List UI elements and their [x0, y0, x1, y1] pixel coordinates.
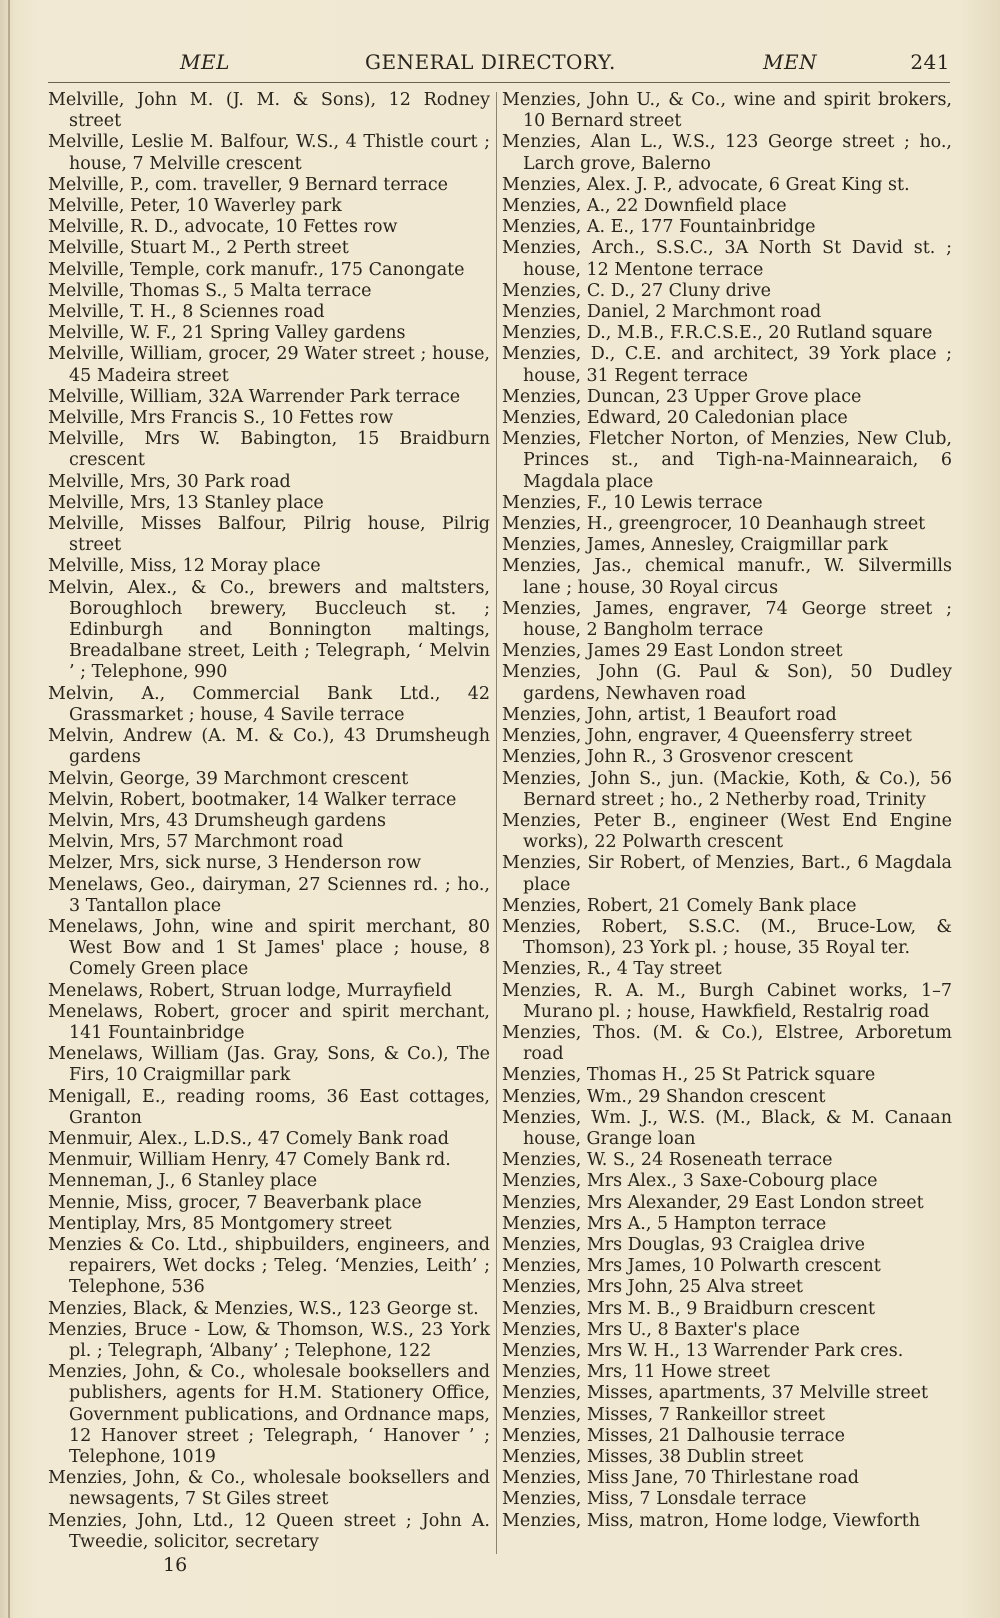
- directory-entry: Menzies, Duncan, 23 Upper Grove place: [502, 386, 862, 407]
- directory-entry: Melzer, Mrs, sick nurse, 3 Henderson row: [48, 853, 422, 874]
- directory-entry: Menigall, E., reading rooms, 36 East cottages, Granton: [48, 1086, 490, 1128]
- directory-entry: Menzies, John, & Co., wholesale booksellers and publishers, agents for H.M. Stationery Office, Government publications, and Ordnance maps, 12 Hanover street ; Telegraph, ‘ Hanover ’ ; Telephone, 1019: [48, 1362, 490, 1467]
- directory-entry: Menzies, R. A. M., Burgh Cabinet works, 1–7 Murano pl. ; house, Hawkfield, Restalrig road: [502, 980, 952, 1022]
- directory-entry: Melvin, Robert, bootmaker, 14 Walker terrace: [48, 789, 457, 810]
- directory-entry: Menzies, John S., jun. (Mackie, Koth, & Co.), 56 Bernard street ; ho., 2 Netherby road, Trinity: [502, 768, 952, 810]
- directory-entry: Menzies, John, & Co., wholesale booksellers and newsagents, 7 St Giles street: [48, 1468, 490, 1510]
- directory-entry: Menzies, Edward, 20 Caledonian place: [502, 408, 848, 429]
- directory-entry: Menzies, D., C.E. and architect, 39 York place ; house, 31 Regent terrace: [502, 344, 952, 386]
- left-column: [48, 90, 490, 1553]
- directory-entry: Menzies, D., M.B., F.R.C.S.E., 20 Rutland square: [502, 323, 933, 344]
- directory-entry: Menelaws, Robert, Struan lodge, Murrayfield: [48, 980, 452, 1001]
- directory-entry: Menzies, Misses, 38 Dublin street: [502, 1447, 804, 1467]
- directory-entry: Menzies, A., 22 Downfield place: [502, 196, 787, 217]
- directory-entry: Menzies, Misses, 7 Rankeillor street: [502, 1404, 826, 1425]
- directory-entry: Melville, William, 32A Warrender Park terrace: [48, 386, 461, 407]
- directory-entry: Menzies, John (G. Paul & Son), 50 Dudley gardens, Newhaven road: [502, 662, 952, 704]
- column-divider: [496, 92, 497, 1554]
- directory-entry: Menzies, C. D., 27 Cluny drive: [502, 280, 772, 301]
- directory-entry: Menzies, Wm. J., W.S. (M., Black, & M. Canaan house, Grange loan: [502, 1107, 952, 1149]
- directory-entry: Menzies, John R., 3 Grosvenor crescent: [502, 747, 853, 768]
- directory-entry: Melvin, A., Commercial Bank Ltd., 42 Grassmarket ; house, 4 Savile terrace: [48, 683, 490, 725]
- page-spine: [8, 0, 10, 1618]
- directory-entry: Menzies, Mrs James, 10 Polwarth crescent: [502, 1256, 881, 1277]
- directory-entry: Menzies, Mrs Alex., 3 Saxe-Cobourg place: [502, 1171, 878, 1192]
- directory-entry: Melvin, Mrs, 57 Marchmont road: [48, 832, 344, 853]
- directory-entry: Menzies, Daniel, 2 Marchmont road: [502, 302, 822, 323]
- directory-entry: Menzies, Mrs, 11 Howe street: [502, 1362, 770, 1383]
- directory-entry: Menzies, Mrs Douglas, 93 Craiglea drive: [502, 1234, 866, 1255]
- directory-entry: Melville, William, grocer, 29 Water street ; house, 45 Madeira street: [48, 344, 490, 386]
- header-title: GENERAL DIRECTORY.: [365, 50, 616, 74]
- directory-entry: Menelaws, Robert, grocer and spirit merchant, 141 Fountainbridge: [48, 1001, 490, 1043]
- directory-entry: Melvin, Mrs, 43 Drumsheugh gardens: [48, 810, 386, 831]
- directory-entry: Melville, W. F., 21 Spring Valley gardens: [48, 323, 406, 344]
- directory-entry: Menzies, Miss Jane, 70 Thirlestane road: [502, 1468, 859, 1489]
- directory-entry: Menzies & Co. Ltd., shipbuilders, engineers, and repairers, Wet docks ; Teleg. ‘Menzies, Leith’ ; Telephone, 536: [48, 1234, 490, 1298]
- page-number: 241: [910, 50, 950, 74]
- directory-entry: Menzies, Wm., 29 Shandon crescent: [502, 1086, 826, 1107]
- directory-entry: Menzies, Mrs M. B., 9 Braidburn crescent: [502, 1298, 876, 1319]
- directory-entry: Menzies, Miss, 7 Lonsdale terrace: [502, 1489, 807, 1510]
- directory-entry: Menzies, Robert, 21 Comely Bank place: [502, 895, 857, 916]
- directory-entry: Menzies, Mrs A., 5 Hampton terrace: [502, 1213, 827, 1234]
- directory-entry: Menzies, Mrs W. H., 13 Warrender Park cres.: [502, 1340, 904, 1361]
- directory-entry: Menzies, John U., & Co., wine and spirit brokers, 10 Bernard street: [502, 90, 952, 132]
- directory-entry: Menzies, W. S., 24 Roseneath terrace: [502, 1150, 833, 1171]
- directory-entry: Menzies, Fletcher Norton, of Menzies, New Club, Princes st., and Tigh-na-Mainnearaich, 6 Magdala place: [502, 429, 952, 492]
- directory-entry: Melville, Mrs W. Babington, 15 Braidburn crescent: [48, 429, 490, 471]
- directory-entry: Melville, R. D., advocate, 10 Fettes row: [48, 217, 398, 238]
- directory-entry: Mennie, Miss, grocer, 7 Beaverbank place: [48, 1192, 422, 1213]
- directory-entry: Menzies, James, Annesley, Craigmillar park: [502, 535, 888, 556]
- directory-entry: Menzies, R., 4 Tay street: [502, 959, 722, 980]
- directory-entry: Menzies, Mrs U., 8 Baxter's place: [502, 1319, 800, 1340]
- directory-entry: Menelaws, Geo., dairyman, 27 Sciennes rd. ; ho., 3 Tantallon place: [48, 874, 490, 916]
- directory-entry: Menzies, Thos. (M. & Co.), Elstree, Arboretum road: [502, 1022, 952, 1065]
- directory-entry: Menelaws, John, wine and spirit merchant, 80 West Bow and 1 St James' place ; house, 8 Comely Green place: [48, 916, 490, 980]
- directory-entry: Melville, John M. (J. M. & Sons), 12 Rodney street: [48, 90, 490, 132]
- directory-entry: Menzies, Alex. J. P., advocate, 6 Great King st.: [502, 174, 910, 195]
- directory-entry: Melville, Stuart M., 2 Perth street: [48, 238, 349, 259]
- directory-entry: Menzies, Peter B., engineer (West End Engine works), 22 Polwarth crescent: [502, 810, 952, 853]
- directory-entry: Menzies, Mrs Alexander, 29 East London street: [502, 1192, 924, 1213]
- directory-entry: Menzies, John, engraver, 4 Queensferry street: [502, 726, 912, 747]
- directory-entry: Menzies, Jas., chemical manufr., W. Silvermills lane ; house, 30 Royal circus: [502, 556, 952, 598]
- directory-entry: Menneman, J., 6 Stanley place: [48, 1171, 318, 1192]
- page-header: [45, 50, 955, 80]
- directory-entry: Menzies, F., 10 Lewis terrace: [502, 492, 763, 513]
- directory-entry: Menzies, Misses, apartments, 37 Melville street: [502, 1383, 929, 1404]
- directory-entry: Menzies, James, engraver, 74 George street ; house, 2 Bangholm terrace: [502, 598, 952, 641]
- directory-entry: Menzies, John, Ltd., 12 Queen street ; John A. Tweedie, solicitor, secretary: [48, 1510, 490, 1552]
- signature-mark: 16: [163, 1554, 188, 1576]
- directory-entry: Menzies, John, artist, 1 Beaufort road: [502, 704, 837, 725]
- directory-entry: Melville, Miss, 12 Moray place: [48, 556, 321, 577]
- directory-entry: Menzies, Robert, S.S.C. (M., Bruce-Low, & Thomson), 23 York pl. ; house, 35 Royal ter.: [502, 916, 952, 959]
- header-rule: [48, 82, 950, 83]
- directory-entry: Menzies, Mrs John, 25 Alva street: [502, 1277, 803, 1298]
- directory-entry: Melville, P., com. traveller, 9 Bernard terrace: [48, 174, 449, 195]
- directory-entry: Menzies, Miss, matron, Home lodge, Viewforth: [502, 1510, 921, 1531]
- directory-entry: Melville, Mrs, 30 Park road: [48, 471, 291, 492]
- header-right-word: MEN: [763, 50, 818, 74]
- directory-entry: Melvin, George, 39 Marchmont crescent: [48, 768, 409, 789]
- directory-entry: Menelaws, William (Jas. Gray, Sons, & Co.), The Firs, 10 Craigmillar park: [48, 1044, 490, 1086]
- directory-entry: Menzies, Alan L., W.S., 123 George street ; ho., Larch grove, Balerno: [502, 132, 952, 174]
- right-column: [502, 90, 952, 1532]
- directory-entry: Melville, Mrs, 13 Stanley place: [48, 492, 324, 513]
- directory-entry: Menzies, Arch., S.S.C., 3A North St David st. ; house, 12 Mentone terrace: [502, 238, 952, 280]
- directory-entry: Melvin, Alex., & Co., brewers and maltsters, Boroughloch brewery, Buccleuch st. ; Edinburgh and Bonnington maltings, Breadalbane street, Leith ; Telegraph, ‘ Melvin ’ ; Telephone, 990: [48, 577, 490, 683]
- directory-entry: Melville, Leslie M. Balfour, W.S., 4 Thistle court ; house, 7 Melville crescent: [48, 132, 490, 174]
- directory-entry: Melville, Thomas S., 5 Malta terrace: [48, 280, 372, 301]
- directory-entry: Mentiplay, Mrs, 85 Montgomery street: [48, 1213, 392, 1234]
- header-left-word: MEL: [180, 50, 230, 74]
- directory-entry: Melvin, Andrew (A. M. & Co.), 43 Drumsheugh gardens: [48, 726, 490, 768]
- directory-entry: Menzies, Sir Robert, of Menzies, Bart., 6 Magdala place: [502, 853, 952, 895]
- directory-entry: Melville, Peter, 10 Waverley park: [48, 196, 342, 217]
- directory-entry: Menzies, Misses, 21 Dalhousie terrace: [502, 1425, 845, 1446]
- directory-entry: Menzies, Bruce - Low, & Thomson, W.S., 23 York pl. ; Telegraph, ‘Albany’ ; Telephone, 122: [48, 1319, 490, 1361]
- directory-entry: Menzies, James 29 East London street: [502, 641, 843, 662]
- directory-entry: Menzies, A. E., 177 Fountainbridge: [502, 217, 816, 238]
- directory-entry: Melville, T. H., 8 Sciennes road: [48, 302, 325, 323]
- directory-entry: Menzies, Black, & Menzies, W.S., 123 George st.: [48, 1298, 479, 1319]
- directory-entry: Melville, Misses Balfour, Pilrig house, Pilrig street: [48, 514, 490, 556]
- directory-entry: Menmuir, Alex., L.D.S., 47 Comely Bank road: [48, 1128, 449, 1149]
- directory-entry: Menmuir, William Henry, 47 Comely Bank rd.: [48, 1150, 451, 1171]
- directory-entry: Menzies, H., greengrocer, 10 Deanhaugh street: [502, 514, 926, 535]
- directory-entry: Melville, Temple, cork manufr., 175 Canongate: [48, 259, 465, 280]
- directory-entry: Menzies, Thomas H., 25 St Patrick square: [502, 1065, 876, 1086]
- directory-entry: Melville, Mrs Francis S., 10 Fettes row: [48, 408, 394, 429]
